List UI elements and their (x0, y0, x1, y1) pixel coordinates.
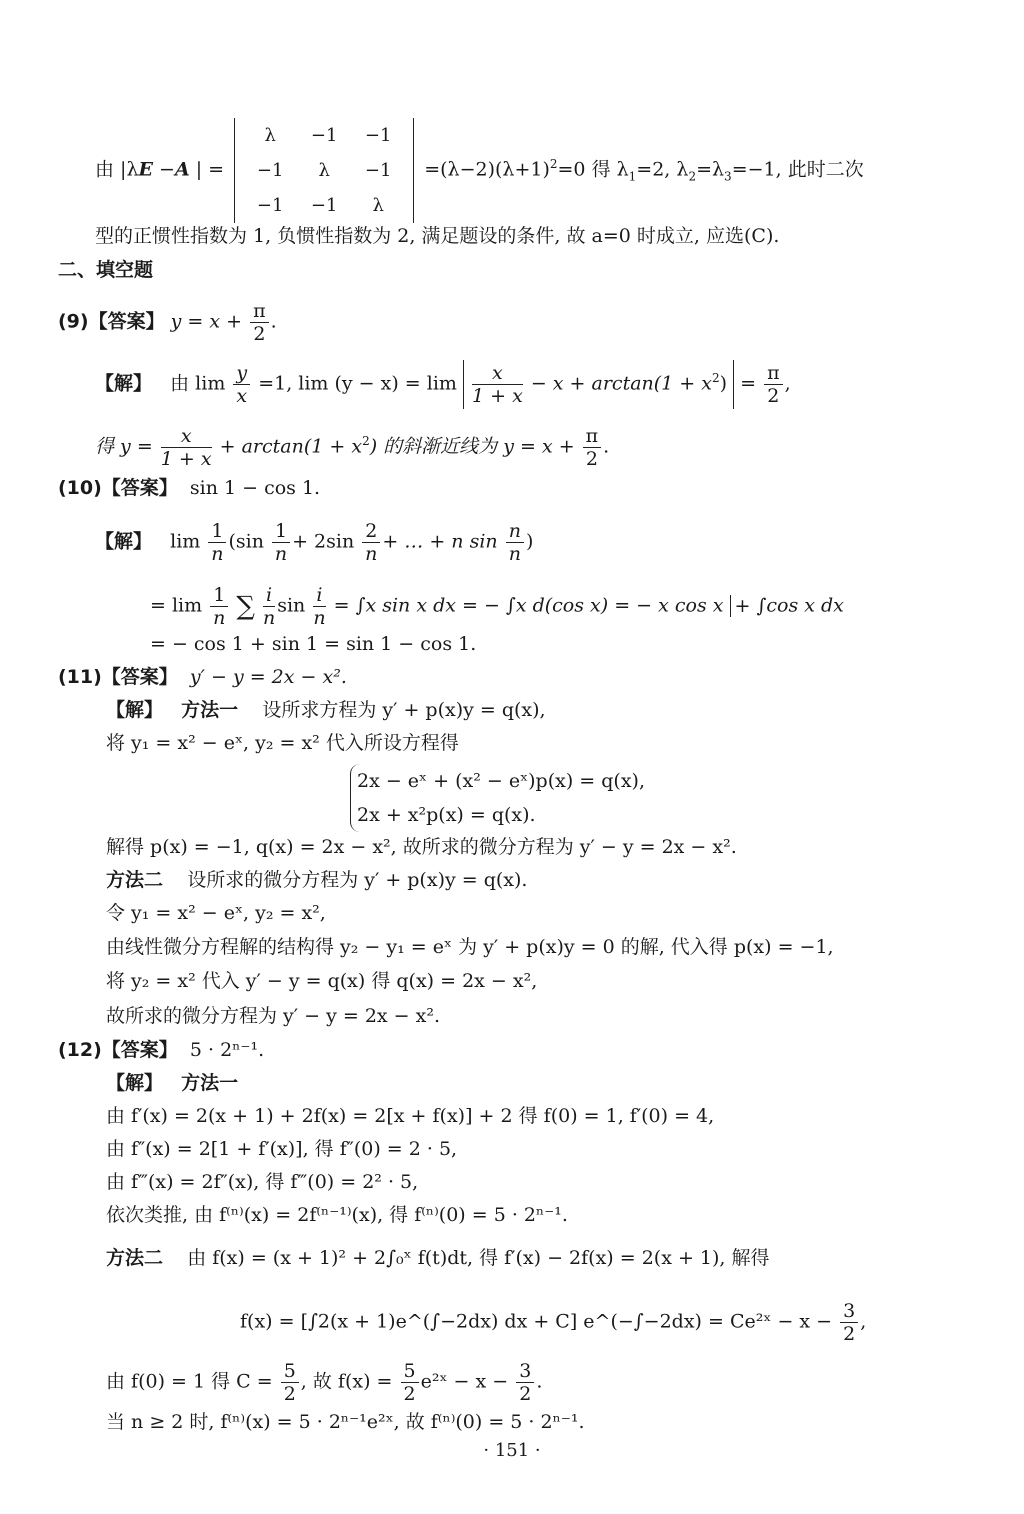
den: x (236, 385, 248, 407)
fraction (161, 425, 212, 470)
det-cell: −1 (310, 195, 338, 216)
method-label: 方法一 (181, 1072, 239, 1094)
text: 设所求方程为 y′ + p(x)y = q(x), (262, 699, 546, 721)
text: =0 得 λ (557, 158, 629, 181)
text: x d(cos x) = − x cos x (515, 594, 724, 617)
text: (sin (228, 530, 264, 553)
section-heading: 二、填空题 (58, 259, 154, 281)
fraction (233, 362, 250, 407)
fraction (516, 1360, 534, 1405)
num: x (161, 425, 212, 448)
text: =(λ−2)(λ+1) (424, 158, 550, 181)
text: + ∫ (730, 595, 767, 617)
equation-system (350, 764, 645, 832)
text: 得 y = (95, 435, 153, 458)
sub: 3 (724, 169, 732, 184)
text-line: 故所求的微分方程为 y′ − y = 2x − x². (106, 1005, 440, 1027)
fraction (263, 584, 275, 629)
fraction (583, 425, 602, 470)
num: x (472, 362, 523, 385)
den: n (365, 543, 378, 565)
text: =2, λ (636, 158, 689, 181)
solution-label: 【解】 (95, 530, 153, 553)
exp: 2 (711, 371, 720, 386)
fraction (210, 584, 228, 629)
text-line: 依次类推, 由 f⁽ⁿ⁾(x) = 2f⁽ⁿ⁻¹⁾(x), 得 f⁽ⁿ⁾(0) = 5 · 2ⁿ⁻¹. (106, 1204, 568, 1226)
num: 3 (516, 1360, 534, 1383)
sub: 2 (688, 169, 697, 184)
text-line: 解得 p(x) = −1, q(x) = 2x − x², 故所求的微分方程为 y′ − y = 2x − x². (106, 836, 737, 858)
text: + 2sin (292, 530, 355, 553)
text-line: 将 y₂ = x² 代入 y′ − y = q(x) 得 q(x) = 2x − x², (106, 970, 538, 992)
text-line: 由 f‴(x) = 2f″(x), 得 f‴(0) = 2² · 5, (106, 1171, 419, 1193)
method-2-line (106, 866, 527, 894)
det-cell: λ (372, 195, 384, 216)
text: 由 |λ (95, 158, 139, 181)
formula-line: 由 f(0) = 1 得 C = $\frac{5}{2}$ , 故 f(x) = $\frac{5}{2}$ e²ˣ − x − $\frac{3}{2}$ . (106, 1360, 543, 1405)
num: 1 (272, 520, 290, 543)
text-line: 令 y₁ = x² − eˣ, y₂ = x², (106, 902, 326, 924)
text: A (174, 158, 190, 181)
text: 设所求的微分方程为 y′ + p(x)y = q(x). (187, 869, 528, 891)
num: 1 (208, 520, 226, 543)
text: , (784, 372, 791, 395)
text: f(x) = [∫2(x + 1)e^(∫−2dx) dx + C] e^(−∫−2dx) = Ce²ˣ − x − (240, 1310, 833, 1333)
text: E (138, 158, 153, 181)
text-line: 型的正惯性指数为 1, 负惯性指数为 2, 满足题设的条件, 故 a=0 时成立, 应选(C). (95, 225, 780, 247)
num: π (583, 425, 602, 448)
text-line: 将 y₁ = x² − eˣ, y₂ = x² 代入所设方程得 (106, 732, 459, 754)
text: = lim (150, 594, 203, 617)
text-line: 由 f′(x) = 2(x + 1) + 2f(x) = 2[x + f(x)] + 2 得 f(0) = 1, f′(0) = 4, (106, 1105, 715, 1127)
det-cell: −1 (364, 160, 392, 181)
fraction (472, 362, 523, 407)
den: 1 + x (160, 448, 212, 470)
num: 2 (362, 520, 380, 543)
fraction (506, 520, 524, 565)
num: 5 (281, 1360, 299, 1383)
text: + arctan(1 + x (219, 435, 363, 458)
den: 2 (403, 1383, 416, 1405)
equation: 2x − eˣ + (x² − eˣ)p(x) = q(x), (357, 770, 645, 792)
method-label: 方法二 (106, 869, 164, 891)
answer-value: y′ − y = 2x − x². (189, 666, 347, 688)
answer-11 (58, 663, 347, 691)
answer-label: (10)【答案】 (58, 477, 178, 499)
text: x sin x dx = − ∫ (365, 594, 516, 617)
solution-11-line1 (106, 696, 546, 724)
solution-9-line1 (95, 360, 791, 409)
den: 2 (767, 385, 780, 407)
fraction (272, 520, 290, 565)
solution-9-line2: 得 y = $\frac{x}{1 + x}$ + $\arctan(1 + x^2)$ 的斜渐近线为 y = x + $\frac{\pi}{2}$ . (95, 425, 610, 470)
fraction (840, 1300, 858, 1345)
num: 1 (210, 584, 228, 607)
det-cell: λ (318, 160, 330, 181)
answer-label: (11)【答案】 (58, 666, 178, 688)
text-line: 由 f″(x) = 2[1 + f′(x)], 得 f″(0) = 2 · 5, (106, 1138, 458, 1160)
answer-value: y = x + (170, 310, 243, 333)
exp: 2 (362, 434, 370, 449)
fraction (362, 520, 380, 565)
fraction (313, 584, 325, 629)
text-line: = − cos 1 + sin 1 = sin 1 − cos 1. (150, 633, 477, 655)
text: + … + n sin (382, 530, 498, 553)
text: lim (170, 530, 201, 553)
solution-label: 【解】 (106, 1072, 164, 1094)
den: n (262, 607, 276, 629)
num: i (313, 584, 325, 607)
num: 5 (401, 1360, 419, 1383)
den: n (211, 543, 224, 565)
den: 2 (843, 1323, 856, 1345)
answer-10 (58, 474, 320, 502)
den: 2 (283, 1383, 296, 1405)
text: 由 f(0) = 1 得 C = (106, 1370, 273, 1393)
method-2-line (106, 1244, 770, 1272)
text: =λ (696, 158, 725, 181)
fraction (208, 520, 226, 565)
den: n (274, 543, 288, 565)
solution-12-line1 (106, 1069, 238, 1097)
den: 1 + x (471, 385, 523, 407)
sigma: ∑ (236, 591, 255, 622)
method-label: 方法二 (106, 1247, 164, 1269)
formula-line: f(x) = [∫2(x + 1)e^(∫−2dx) dx + C] e^(−∫−2dx) = Ce²ˣ − x − $\frac{3}{2}$ , (240, 1300, 867, 1345)
solution-label: 【解】 (106, 699, 164, 721)
det-cell: −1 (310, 125, 338, 146)
text: ) 的斜渐近线为 y = x + (369, 435, 575, 458)
fraction (764, 362, 783, 407)
page-number: · 151 · (483, 1440, 541, 1461)
fraction (281, 1360, 299, 1405)
text: =1, lim (y − x) = lim (258, 372, 457, 395)
num: π (250, 300, 269, 323)
fraction (401, 1360, 419, 1405)
det-cell: λ (264, 125, 276, 146)
den: 2 (253, 323, 266, 345)
text: ) (525, 530, 534, 553)
text: 由 f(x) = (x + 1)² + 2∫₀ˣ f(t)dt, 得 f′(x) − 2f(x) = 2(x + 1), 解得 (187, 1247, 770, 1269)
num: 3 (840, 1300, 858, 1323)
text: =−1, 此时二次 (731, 158, 864, 181)
text: sin (277, 594, 306, 617)
method-label: 方法一 (181, 699, 239, 721)
answer-label: (12)【答案】 (58, 1039, 178, 1061)
det-cell: −1 (256, 195, 284, 216)
equation: 2x + x²p(x) = q(x). (357, 804, 536, 826)
answer-9: (9)【答案】 y = x + $\frac{\pi}{2}$ . (58, 300, 277, 345)
exp: 2 (549, 157, 558, 172)
den: n (508, 543, 521, 565)
text: = (740, 372, 757, 395)
text-line: 由线性微分方程解的结构得 y₂ − y₁ = eˣ 为 y′ + p(x)y = 0 的解, 代入得 p(x) = −1, (106, 936, 834, 958)
text: − x + arctan(1 + x (530, 372, 712, 395)
num: π (764, 362, 783, 385)
answer-value: 5 · 2ⁿ⁻¹. (189, 1039, 265, 1061)
text: − (159, 158, 175, 181)
eigen-line (95, 118, 864, 223)
text: 由 lim (170, 372, 226, 395)
answer-12 (58, 1036, 264, 1064)
text: , 故 f(x) = (300, 1370, 393, 1393)
solution-label: 【解】 (95, 372, 153, 395)
solution-10-line2 (150, 584, 844, 629)
solution-10-line1 (95, 520, 533, 565)
text-line: 当 n ≥ 2 时, f⁽ⁿ⁾(x) = 5 · 2ⁿ⁻¹e²ˣ, 故 f⁽ⁿ⁾(0) = 5 · 2ⁿ⁻¹. (106, 1411, 585, 1433)
text: | = (195, 158, 225, 181)
text: ) (719, 372, 728, 395)
text: = ∫ (333, 594, 366, 617)
text: e²ˣ − x − (420, 1370, 509, 1393)
answer-value: sin 1 − cos 1. (189, 477, 321, 499)
num: n (506, 520, 524, 543)
determinant (234, 118, 414, 223)
text: cos x dx (766, 594, 844, 617)
answer-label: (9)【答案】 (58, 310, 165, 333)
sub: 1 (628, 169, 637, 184)
bracket (463, 360, 734, 409)
fraction (250, 300, 269, 345)
det-cell: −1 (256, 160, 284, 181)
den: n (313, 607, 326, 629)
det-cell: −1 (364, 125, 392, 146)
den: 2 (585, 448, 598, 470)
den: n (213, 607, 226, 629)
den: 2 (519, 1383, 532, 1405)
num: y (233, 362, 250, 385)
num: i (263, 584, 275, 607)
